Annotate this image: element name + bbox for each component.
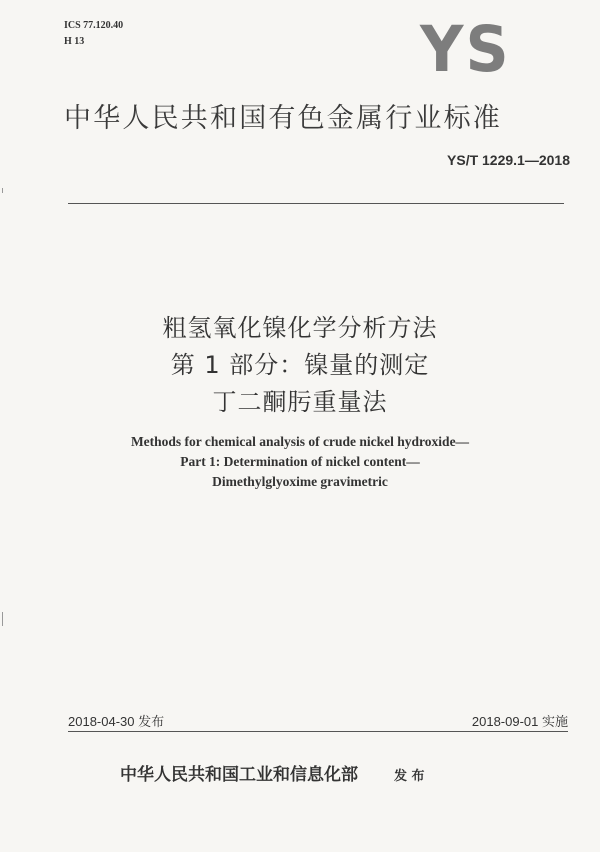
header-divider — [68, 203, 564, 204]
margin-mark — [2, 612, 3, 626]
chinese-title-line-1: 粗氢氧化镍化学分析方法 — [162, 314, 438, 342]
issue-date: 2018-04-30 发布 — [68, 714, 165, 729]
standard-number: YS/T 1229.1—2018 — [447, 152, 570, 168]
chinese-title-line-2: 第 1 部分：镍量的测定 — [170, 351, 430, 379]
english-title-line-3: Dimethylglyoxime gravimetric — [212, 474, 388, 489]
date-row — [68, 711, 568, 729]
ics-code: ICS 77.120.40 — [64, 20, 124, 31]
issuer-name: 中华人民共和国工业和信息化部 — [120, 765, 358, 785]
english-title-line-2: Part 1: Determination of nickel content— — [180, 454, 420, 469]
margin-mark — [2, 188, 3, 193]
issue-verb: 发 布 — [394, 769, 425, 784]
ccs-code: H 13 — [64, 36, 85, 47]
english-title-line-1: Methods for chemical analysis of crude nickel hydroxide— — [130, 434, 470, 449]
chinese-title — [40, 310, 560, 421]
issuing-authority — [120, 760, 480, 785]
ys-logo: YS — [420, 13, 511, 87]
chinese-title-line-3: 丁二酮肟重量法 — [212, 388, 388, 416]
implementation-date: 2018-09-01 实施 — [471, 714, 568, 729]
classification-codes — [64, 18, 123, 50]
standard-category: 中华人民共和国有色金属行业标准 — [64, 103, 502, 134]
english-title — [40, 432, 560, 492]
footer-divider — [68, 731, 568, 732]
